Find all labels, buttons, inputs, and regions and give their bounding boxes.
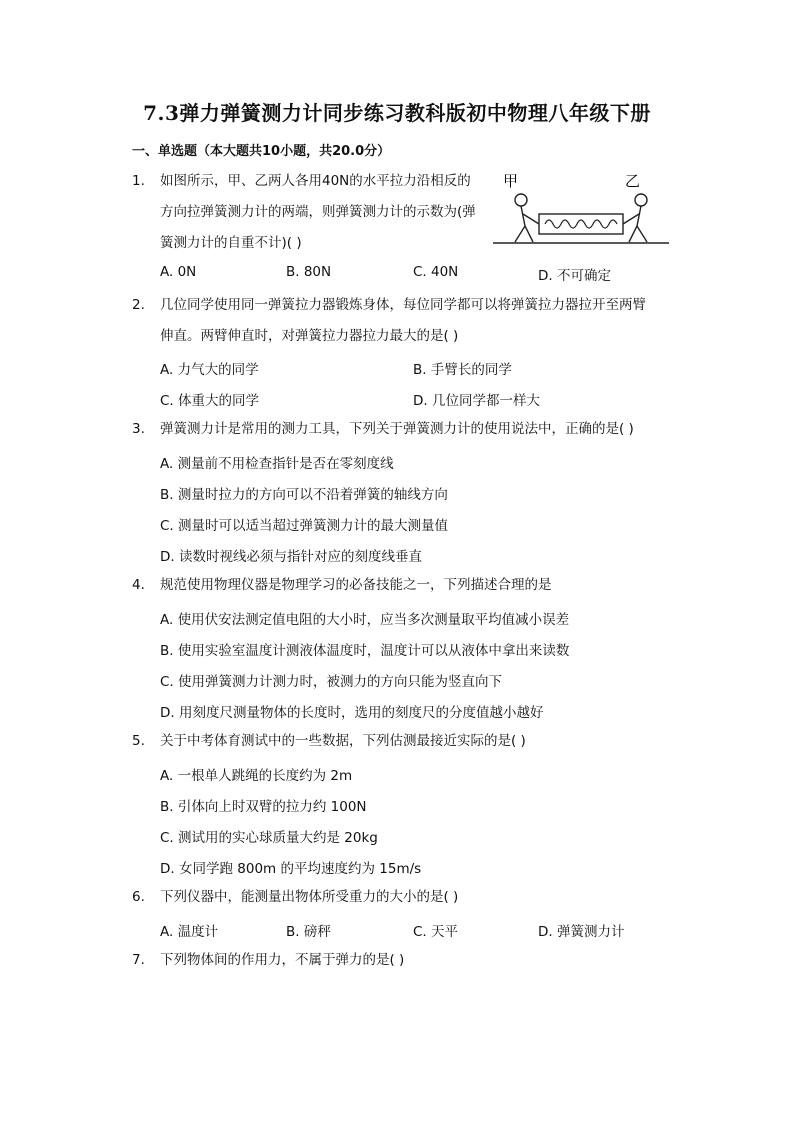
option-d[interactable]: D. 弹簧测力计 [538, 924, 625, 940]
question-number: 7. [132, 952, 145, 968]
option-d[interactable]: D. 读数时视线必须与指针对应的刻度线垂直 [160, 549, 422, 565]
question-line: 关于中考体育测试中的一些数据，下列估测最接近实际的是( ) [160, 733, 526, 749]
question-number: 2. [132, 297, 145, 313]
question-1 [132, 166, 492, 259]
question-4 [132, 570, 672, 601]
option-c[interactable]: C. 40N [413, 264, 459, 280]
question-5 [132, 726, 672, 757]
question-line: 几位同学使用同一弹簧拉力器锻炼身体，每位同学都可以将弹簧拉力器拉开至两臂 [160, 297, 646, 313]
question-3 [132, 414, 672, 445]
page-title: 7.3弹力弹簧测力计同步练习教科版初中物理八年级下册 [143, 101, 651, 125]
question-number: 3. [132, 421, 145, 437]
option-b[interactable]: B. 手臂长的同学 [413, 362, 512, 378]
question-line: 如图所示，甲、乙两人各用40N的水平拉力沿相反的 [160, 173, 471, 189]
option-d[interactable]: D. 几位同学都一样大 [413, 393, 540, 409]
option-b[interactable]: B. 80N [286, 264, 332, 280]
question-number: 6. [132, 889, 145, 905]
option-b[interactable]: B. 磅秤 [286, 924, 331, 940]
option-a[interactable]: A. 温度计 [160, 924, 219, 940]
option-c[interactable]: C. 使用弹簧测力计测力时，被测力的方向只能为竖直向下 [160, 674, 503, 690]
option-c[interactable]: C. 测试用的实心球质量大约是 20kg [160, 830, 378, 846]
option-b[interactable]: B. 使用实验室温度计测液体温度时，温度计可以从液体中拿出来读数 [160, 643, 570, 659]
question-line: 伸直。两臂伸直时，对弹簧拉力器拉力最大的是( ) [160, 328, 459, 344]
option-a[interactable]: A. 测量前不用检查指针是否在零刻度线 [160, 456, 394, 472]
option-b[interactable]: B. 测量时拉力的方向可以不沿着弹簧的轴线方向 [160, 487, 448, 503]
question-line: 下列物体间的作用力，不属于弹力的是( ) [160, 952, 405, 968]
option-d[interactable]: D. 不可确定 [538, 268, 611, 284]
question-line: 方向拉弹簧测力计的两端，则弹簧测力计的示数为(弹 [160, 204, 476, 220]
question-7 [132, 945, 672, 976]
question-line: 规范使用物理仪器是物理学习的必备技能之一，下列描述合理的是 [160, 577, 552, 593]
option-a[interactable]: A. 一根单人跳绳的长度约为 2m [160, 768, 353, 784]
question-6 [132, 882, 672, 913]
option-a[interactable]: A. 使用伏安法测定值电阻的大小时，应当多次测量取平均值减小误差 [160, 612, 570, 628]
question-number: 1. [132, 173, 145, 189]
option-c[interactable]: C. 天平 [413, 924, 459, 940]
option-c[interactable]: C. 体重大的同学 [160, 393, 260, 409]
option-d[interactable]: D. 女同学跑 800m 的平均速度约为 15m/s [160, 861, 422, 877]
figure-label-jia: 甲 [503, 172, 519, 190]
figure-label-yi: 乙 [625, 172, 641, 190]
option-b[interactable]: B. 引体向上时双臂的拉力约 100N [160, 799, 367, 815]
spring-scale-figure [493, 168, 669, 248]
option-a[interactable]: A. 0N [160, 264, 197, 280]
question-number: 4. [132, 577, 145, 593]
question-line: 簧测力计的自重不计)( ) [160, 235, 302, 251]
question-2 [132, 290, 672, 352]
question-number: 5. [132, 733, 145, 749]
question-line: 下列仪器中，能测量出物体所受重力的大小的是( ) [160, 889, 459, 905]
option-d[interactable]: D. 用刻度尺测量物体的长度时，选用的刻度尺的分度值越小越好 [160, 705, 544, 721]
option-a[interactable]: A. 力气大的同学 [160, 362, 259, 378]
section-heading: 一、单选题（本大题共10小题，共20.0分） [132, 144, 391, 159]
option-c[interactable]: C. 测量时可以适当超过弹簧测力计的最大测量值 [160, 518, 449, 534]
question-line: 弹簧测力计是常用的测力工具，下列关于弹簧测力计的使用说法中，正确的是( ) [160, 421, 634, 437]
